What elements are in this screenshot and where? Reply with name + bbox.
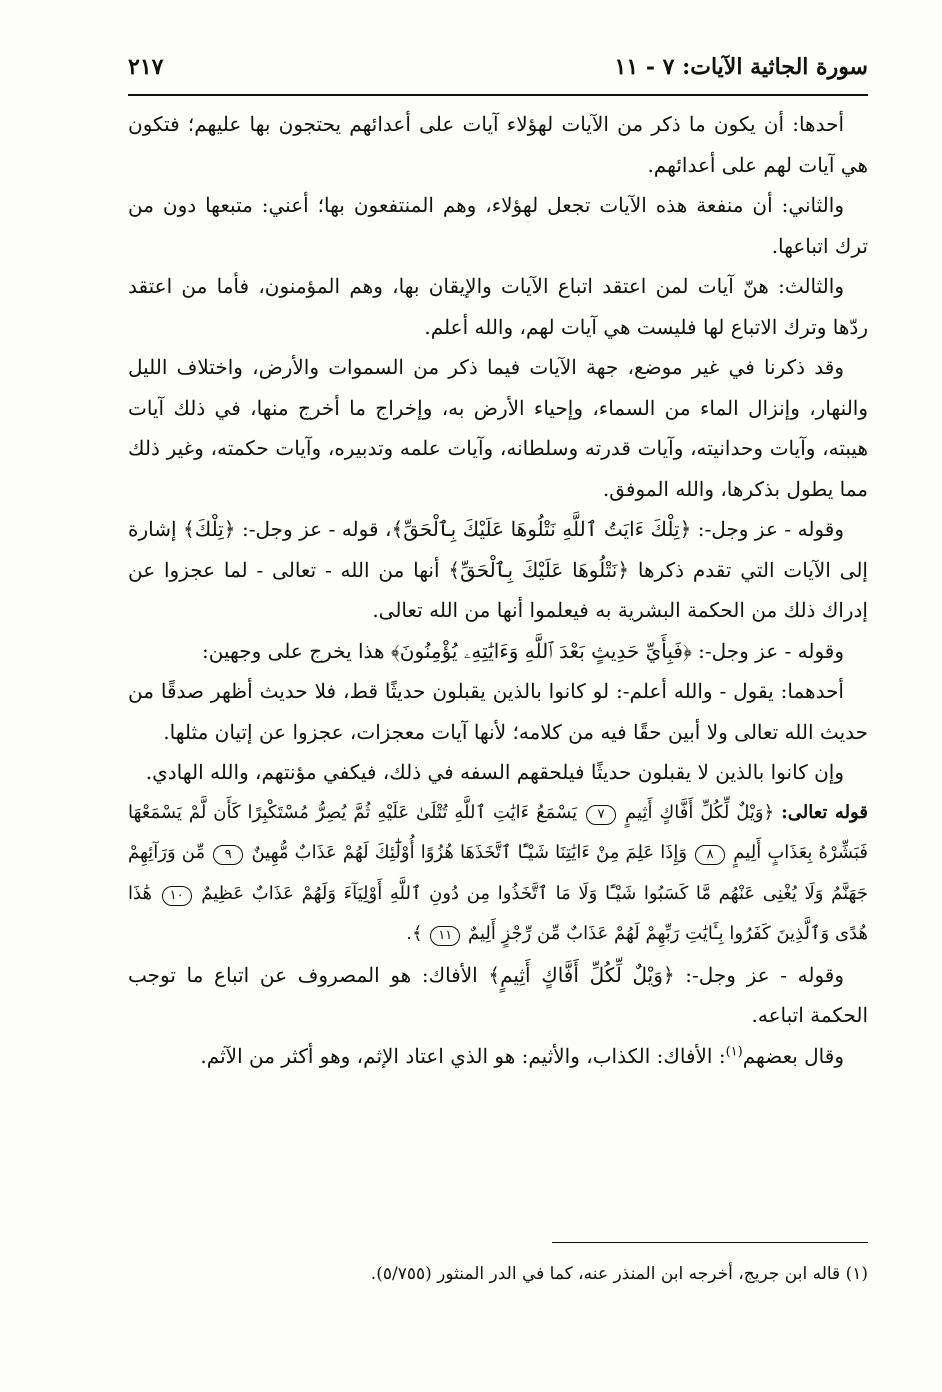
paragraph-8: وإن كانوا بالذين لا يقبلون حديثًا فيلحقهم السفه في ذلك، فيكفي مؤنتهم، والله الهادي. xyxy=(145,760,844,784)
paragraph-9: وقوله - عز وجل-: ﴿وَيْلٌ لِّكُلِّ أَفَّاكٍ أَثِيمٍ﴾ الأفاك: هو المصروف عن اتباع ما توجب الحكمة اتباعه. xyxy=(128,962,868,1027)
ayah-number-marker: ٨ xyxy=(695,845,725,865)
paragraph-5: وقوله - عز وجل-: ﴿تِلْكَ ءَايَتُ ٱللَّهِ نَتْلُوهَا عَلَيْكَ بِٱلْحَقِّ﴾، قوله - عز وجل-: ﴿تِلْكَ﴾ إشارة إلى الآيات التي تقدم ذكرها ﴿نَتْلُوهَا عَلَيْكَ بِٱلْحَقِّ﴾ أنها من الله - تعالى - لما عجزوا عن إدراك ذلك من الحكمة البشرية به فيعلموا أنها من الله تعالى. xyxy=(128,517,868,622)
ayah-text: هَٰذَا هُدًى وَٱلَّذِينَ كَفَرُوا بِـَٔايَٰتِ رَبِّهِمْ لَهُمْ عَذَابٌ مِّن رِّجْزٍ أَلِيمٌ xyxy=(128,882,868,944)
page-number: ٢١٧ xyxy=(128,54,164,80)
paragraph-1: أحدها: أن يكون ما ذكر من الآيات لهؤلاء آيات على أعدائهم يحتجون بها عليهم؛ فتكون هي آيات لهم على أعدائهم. xyxy=(128,112,868,177)
footnote-reference[interactable]: (١) xyxy=(725,1043,743,1059)
ayah-text: مِّن وَرَآئِهِمْ جَهَنَّمُ وَلَا يُغْنِى عَنْهُم مَّا كَسَبُوا شَيْـًٔا وَلَا مَا ٱتَّخَذُوا مِن دُونِ ٱللَّهِ أَوْلِيَآءَ وَلَهُمْ عَذَابٌ عَظِيمٌ xyxy=(128,842,868,904)
paragraph-3: والثالث: هنّ آيات لمن اعتقد اتباع الآيات والإيقان بها، وهم المؤمنون، فأما من اعتقد ردّها وترك الاتباع لها فليست هي آيات لهم، والله أعلم. xyxy=(128,274,868,339)
paragraph-7: أحدهما: يقول - والله أعلم-: لو كانوا بالذين يقبلون حديثًا قط، فلا حديث أظهر صدقًا من حديث الله تعالى ولا أبين حقًا فيه من كلامه؛ لأنها آيات معجزات، عجزوا عن إتيان مثلها. xyxy=(128,679,868,744)
quran-closing: ﴾. xyxy=(406,923,423,944)
ayah-number-marker: ٩ xyxy=(213,845,243,865)
paragraph-2: والثاني: أن منفعة هذه الآيات تجعل لهؤلاء، وهم المنتفعون بها؛ أعني: متبعها دون من ترك اتباعها. xyxy=(128,193,868,258)
ayah-text: يَسْمَعُ ءَايَٰتِ ٱللَّهِ تُتْلَىٰ عَلَيْهِ ثُمَّ يُصِرُّ مُسْتَكْبِرًا كَأَن لَّمْ يَسْمَعْهَا فَبَشِّرْهُ بِعَذَابٍ أَلِيمٍ xyxy=(128,801,868,863)
paragraph-10-end: : الأفاك: الكذاب، والأثيم: هو الذي اعتاد الإثم، وهو أكثر من الآثم. xyxy=(200,1043,726,1068)
ayah-number-marker: ١١ xyxy=(430,926,460,946)
paragraph-10 xyxy=(128,1036,868,1077)
paragraph-10-start: وقال بعضهم xyxy=(742,1043,844,1068)
footnote: (١) قاله ابن جريج، أخرجه ابن المنذر عنه، كما في الدر المنثور (٥/٧٥٥). xyxy=(370,1264,868,1284)
quran-passage xyxy=(128,793,868,955)
footnote-divider xyxy=(552,1242,868,1243)
ayah-number-marker: ١٠ xyxy=(162,886,192,906)
chapter-title: سورة الجاثية الآيات: ٧ - ١١ xyxy=(614,54,868,80)
paragraph-6: وقوله - عز وجل-: ﴿فَبِأَيِّ حَدِيثٍ بَعْدَ ٱللَّهِ وَءَايَٰتِهِۦ يُؤْمِنُونَ﴾ هذا يخرج على وجهين: xyxy=(202,638,844,663)
ayah-text: ﴿وَيْلٌ لِّكُلِّ أَفَّاكٍ أَثِيمٍ xyxy=(625,801,775,823)
ayah-number-marker: ٧ xyxy=(586,805,616,825)
paragraph-4: وقد ذكرنا في غير موضع، جهة الآيات فيما ذكر من السموات والأرض، واختلاف الليل والنهار، وإنزال الماء من السماء، وإحياء الأرض به، وإخراج ما أخرج منها، في ذلك آيات هيبته، وآيات وحدانيته، وآيات قدرته وسلطانه، وآيات علمه وتدبيره، وآيات حكمته، وغير ذلك مما يطول بذكرها، والله الموفق. xyxy=(128,355,868,501)
main-text xyxy=(128,104,868,1076)
ayah-text: وَإِذَا عَلِمَ مِنْ ءَايَٰتِنَا شَيْـًٔا ٱتَّخَذَهَا هُزُوًا أُوْلَٰٓئِكَ لَهُمْ عَذَابٌ مُّهِينٌ xyxy=(251,842,688,863)
quran-lead: قوله تعالى: xyxy=(781,801,868,823)
running-header xyxy=(128,52,868,96)
